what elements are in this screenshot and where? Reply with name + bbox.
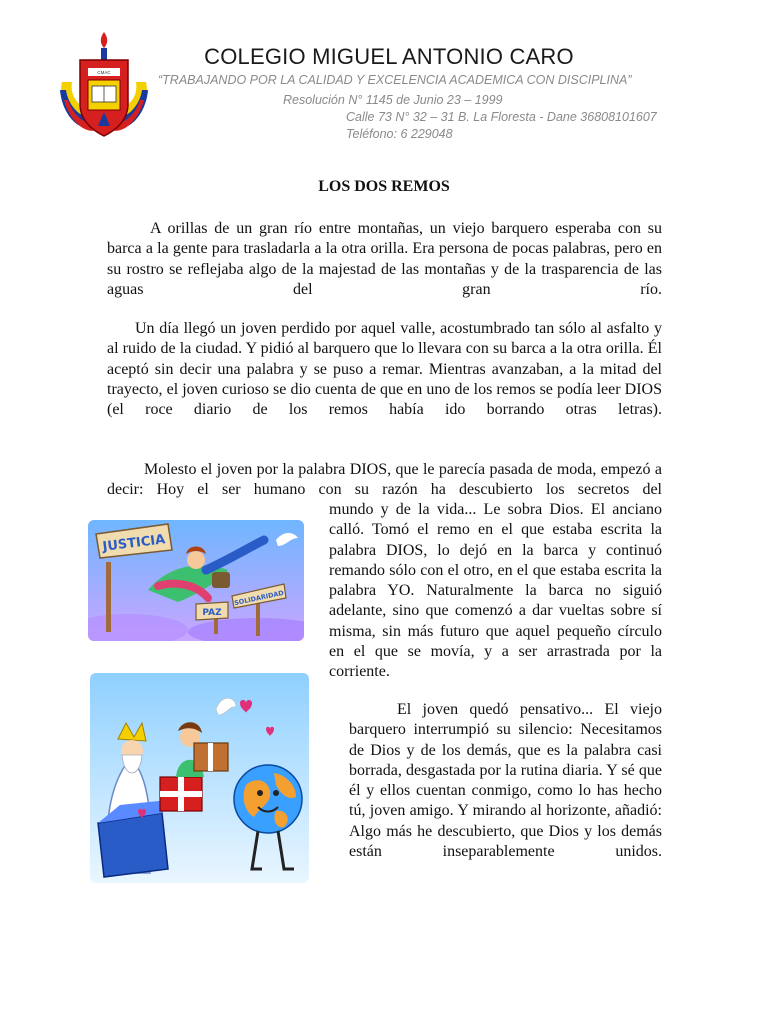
sign-solidaridad: SOLIDARIDAD xyxy=(233,588,285,608)
paragraph-1: A orillas de un gran río entre montañas, un viejo barquero esperaba con su barca a la gente para trasladarla a la otra orilla. Era persona de pocas palabras, pero en su rostro se reflejaba algo de la majestad de las montañas y de la trasparencia de las aguas del gran río. xyxy=(107,220,662,298)
svg-text:CMAC: CMAC xyxy=(97,70,111,75)
school-motto: “TRABAJANDO POR LA CALIDAD Y EXCELENCIA ACADEMICA CON DISCIPLINA” xyxy=(158,73,632,87)
illustration-justice-peace xyxy=(88,520,304,641)
sign-paz: PAZ xyxy=(202,608,222,618)
phone-line: Teléfono: 6 229048 xyxy=(346,127,453,141)
paragraph-3-start: Molesto el joven por la palabra DIOS, que le parecía pasada de moda, empezó a decir: Hoy el ser humano con su razón ha descubierto los secretos del xyxy=(107,461,662,499)
sign-justicia: JUSTICIA xyxy=(101,532,167,555)
resolution-line: Resolución N° 1145 de Junio 23 – 1999 xyxy=(283,93,503,107)
school-name: COLEGIO MIGUEL ANTONIO CARO xyxy=(204,44,574,69)
address-line: Calle 73 N° 32 – 31 B. La Floresta - Dane 36808101607 xyxy=(346,110,657,124)
document-title: LOS DOS REMOS xyxy=(318,178,450,195)
illustration-gifts-globe xyxy=(90,673,309,883)
paragraph-4: El joven quedó pensativo... El viejo barquero interrumpió su silencio: Necesitamos de Dios y de los demás, que es la palabra casi borrada, desgastada por la rutina diaria. Y sé que él y ellos cuentan conmigo, como lo has hecho tú, joven amigo. Y mirando al horizonte, añadió: Algo más he descubierto, que Dios y los demás están inseparablemente unidos. xyxy=(349,701,662,861)
paragraph-3-end: mundo y de la vida... Le sobra Dios. El anciano calló. Tomó el remo en el que estaba escrita la palabra DIOS, lo dejó en la barca y continuó remando sólo con el otro, en el que estaba escrita la palabra YO. Naturalmente la barca no siguió adelante, sino que comenzó a dar vueltas sobre sí misma, sin más futuro que aquel pequeño círculo en el que se movía, y a ser arrastrada por la corriente. xyxy=(329,501,662,681)
paragraph-2: Un día llegó un joven perdido por aquel valle, acostumbrado tan sólo al asfalto y al ruido de la ciudad. Y pidió al barquero que lo llevara con su barca a la otra orilla. Él aceptó sin decir una palabra y se puso a remar. Mientras avanzaban, a la mitad del trayecto, el joven curioso se dio cuenta de que en uno de los remos se podía leer DIOS (el roce diario de los remos había ido borrando otras letras). xyxy=(107,320,662,419)
